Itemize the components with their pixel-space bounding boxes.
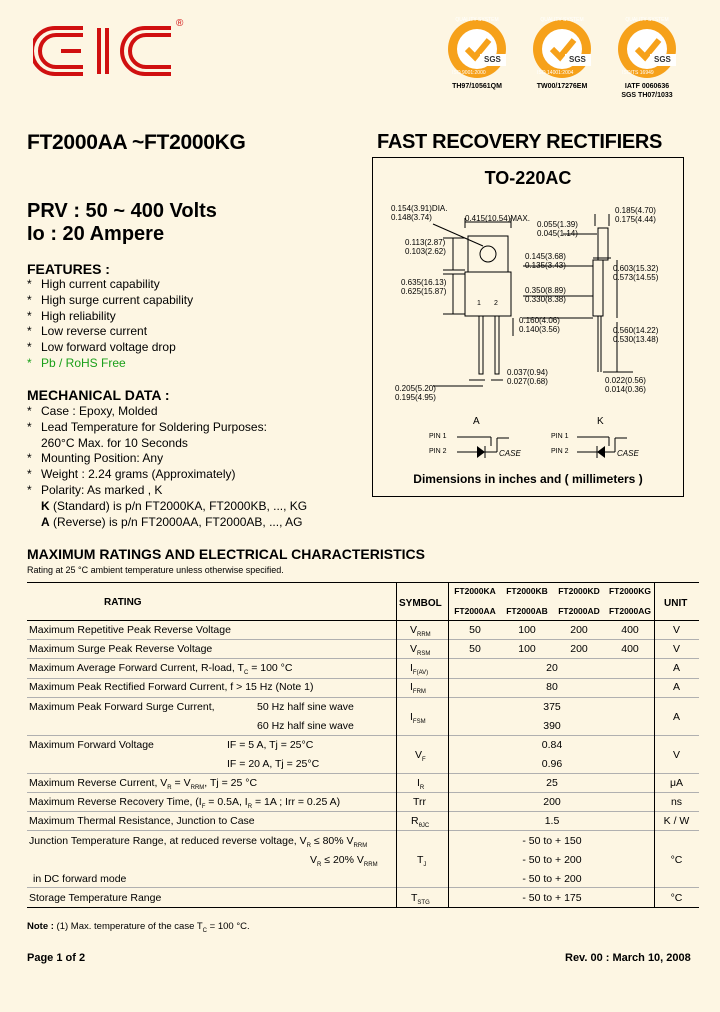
row-value: 25: [546, 777, 558, 789]
row-value: 390: [543, 720, 561, 732]
row-label: Maximum Forward Voltage: [29, 739, 154, 751]
header-unit: UNIT: [664, 598, 688, 609]
ratings-title: MAXIMUM RATINGS AND ELECTRICAL CHARACTERISTICS: [27, 546, 425, 562]
schematic-k-case: CASE: [617, 449, 639, 458]
schematic-k-pin1: PIN 1: [551, 433, 569, 440]
polarity-a: A (Reverse) is p/n FT2000AA, FT2000AB, ..., AG: [41, 514, 303, 529]
row-value: 50: [469, 643, 481, 655]
dim-lead-thick: 0.022(0.56) 0.014(0.36): [605, 376, 646, 394]
row-label: Junction Temperature Range, at reduced reverse voltage, $V_R \le 80\%$ $V_{RRM}$: [29, 835, 368, 850]
ratings-table: [27, 582, 699, 912]
list-item: 260°C Max. for 10 Seconds: [41, 435, 188, 450]
list-item: * Polarity: As marked , K: [27, 482, 163, 497]
dim-hole-pos: 0.113(2.87) 0.103(2.62): [405, 238, 446, 256]
dim-tab-len: 0.145(3.68) 0.135(3.43): [525, 252, 566, 270]
row-value: 0.96: [541, 758, 563, 770]
list-item: * Low reverse current: [27, 324, 148, 339]
features-heading: FEATURES :: [27, 261, 110, 277]
header-symbol: SYMBOL: [399, 598, 442, 609]
col-header: FT2000KB: [506, 586, 548, 596]
dim-body-h: 0.350(8.89) 0.330(8.38): [525, 286, 566, 304]
package-caption: Dimensions in inches and ( millimeters ): [413, 472, 643, 486]
row-symbol: $V_{RRM}$: [410, 624, 431, 639]
row-value: 1.5: [544, 815, 560, 827]
badge-arc-text: QUALITY SYSTEM: [540, 17, 584, 23]
package-drawing-box: [372, 157, 684, 497]
cert-seal-icon: [446, 18, 508, 80]
schematic-a-pin1: PIN 1: [429, 433, 447, 440]
row-unit: °C: [670, 892, 683, 904]
schematic-a-case: CASE: [499, 449, 521, 458]
cert-badge-2: [526, 18, 598, 91]
row-condition: 60 Hz half sine wave: [257, 720, 354, 732]
row-unit: V: [672, 624, 680, 636]
badge-sgs-text: SGS: [654, 55, 671, 64]
row-value: 20: [546, 662, 558, 674]
col-header: FT2000AA: [454, 606, 496, 616]
pin-1-label: 1: [477, 300, 481, 307]
schematic-k-label: K: [597, 416, 604, 427]
row-value: 100: [518, 624, 536, 636]
row-condition: 50 Hz half sine wave: [257, 701, 354, 713]
row-symbol: $I_{F(AV)}$: [410, 662, 429, 677]
row-label: Maximum Average Forward Current, R-load, $T_C = 100$ °C: [29, 662, 293, 677]
badge-code: IATF 0060636: [624, 83, 670, 90]
col-header: FT2000AB: [506, 606, 548, 616]
dim-lead-width: 0.037(0.94) 0.027(0.68): [507, 368, 548, 386]
eic-logo-graphic: [33, 20, 183, 82]
row-unit: μA: [669, 777, 684, 789]
row-value: - 50 to + 200: [522, 854, 582, 866]
row-value: 100: [518, 643, 536, 655]
list-item: * Mounting Position: Any: [27, 451, 164, 466]
row-unit: V: [672, 749, 680, 761]
row-value: 200: [570, 643, 588, 655]
dim-lead-pitch: 0.205(5.20) 0.195(4.95): [395, 384, 436, 402]
badge-iso-text: ISO/TS 16949: [622, 70, 654, 76]
col-header: FT2000KA: [454, 586, 496, 596]
features-list: [27, 277, 193, 372]
row-symbol: $T_J$: [417, 854, 427, 869]
list-item: * Weight : 2.24 grams (Approximately): [27, 467, 236, 482]
registered-mark: ®: [176, 18, 184, 29]
badge-iso-text: ISO 9001:2000: [452, 70, 486, 76]
row-value: 50: [469, 624, 481, 636]
col-header: FT2000KD: [558, 586, 600, 596]
row-unit: ns: [670, 796, 683, 808]
dim-lead-shoulder: 0.160(4.06) 0.140(3.56): [519, 316, 560, 334]
row-label: Maximum Repetitive Peak Reverse Voltage: [29, 624, 231, 636]
revision-date: Rev. 00 : March 10, 2008: [565, 952, 691, 964]
row-label: Maximum Surge Peak Reverse Voltage: [29, 643, 213, 655]
schematic-a-pin2: PIN 2: [429, 448, 447, 455]
row-condition: IF = 20 A, Tj = 25°C: [227, 758, 320, 770]
col-header: FT2000AG: [608, 606, 652, 616]
dim-width: 0.415(10.54)MAX.: [465, 214, 530, 223]
row-unit: V: [672, 643, 680, 655]
pin-2-label: 2: [494, 300, 498, 307]
row-value: 200: [543, 796, 561, 808]
row-value: 400: [621, 643, 639, 655]
row-unit: A: [672, 662, 680, 674]
row-unit: A: [672, 681, 680, 693]
list-item: * Low forward voltage drop: [27, 340, 176, 355]
row-label: Maximum Thermal Resistance, Junction to Case: [29, 815, 255, 827]
part-number-title: FT2000AA ~FT2000KG: [27, 131, 246, 154]
row-value: 80: [546, 681, 558, 693]
col-header: FT2000KG: [608, 586, 652, 596]
row-condition: IF = 5 A, Tj = 25°C: [227, 739, 314, 751]
row-unit: K / W: [663, 815, 690, 827]
list-item: * High reliability: [27, 308, 116, 323]
badge-iso-text: ISO 14001:2004: [537, 70, 574, 76]
row-symbol: $I_{FSM}$: [410, 711, 426, 726]
eic-logo: [33, 20, 183, 82]
row-symbol: $R_{\theta JC}$: [411, 815, 430, 830]
mechanical-list: [27, 404, 307, 530]
dim-tab-thick: 0.055(1.39) 0.045(1.14): [537, 220, 578, 238]
badge-code-2: SGS TH07/1033: [621, 92, 673, 99]
schematic-a-label: A: [473, 416, 480, 427]
ratings-subtitle: Rating at 25 °C ambient temperature unless otherwise specified.: [27, 565, 284, 575]
key-ratings: [27, 200, 217, 246]
cert-badge-1: [441, 18, 513, 91]
package-name: TO-220AC: [484, 168, 572, 188]
polarity-k: K (Standard) is p/n FT2000KA, FT2000KB, ..., KG: [41, 498, 308, 513]
badge-arc-text: QUALITY SYSTEM: [455, 17, 499, 23]
row-symbol: Trr: [413, 796, 427, 808]
dim-hole-dia: 0.154(3.91)DIA. 0.148(3.74): [391, 204, 448, 222]
header-rating: RATING: [104, 597, 142, 608]
row-symbol: $I_{FRM}$: [410, 681, 426, 696]
row-label: Maximum Reverse Recovery Time, ($I_F = 0.5A$, $I_R = 1A$ ; Irr = 0.25 A): [29, 796, 341, 811]
badge-arc-text: QUALITY SYSTEM: [625, 17, 669, 23]
row-unit: A: [672, 711, 680, 723]
row-label: Maximum Peak Rectified Forward Current, f > 15 Hz (Note 1): [29, 681, 314, 693]
list-item: * High current capability: [27, 277, 160, 291]
cert-badge-3: [611, 18, 683, 100]
row-value: 375: [543, 701, 561, 713]
table-note: Note : (1) Max. temperature of the case $T_C = 100$ °C.: [27, 921, 250, 934]
badge-sgs-text: SGS: [569, 55, 586, 64]
rohs-item: * Pb / RoHS Free: [27, 355, 126, 370]
device-type-title: FAST RECOVERY RECTIFIERS: [377, 131, 663, 153]
page-number: Page 1 of 2: [27, 952, 86, 964]
row-value: - 50 to + 175: [522, 892, 582, 904]
row-value: - 50 to + 200: [522, 873, 582, 885]
list-item: * Case : Epoxy, Molded: [27, 404, 158, 418]
dim-body-len: 0.635(16.13) 0.625(15.87): [401, 278, 447, 296]
row-symbol: $I_R$: [417, 777, 425, 792]
col-header: FT2000AD: [558, 606, 600, 616]
dim-total-len: 0.603(15.32) 0.573(14.55): [613, 264, 659, 282]
dim-lead-len: 0.560(14.22) 0.530(13.48): [613, 326, 659, 344]
cert-seal-icon: [531, 18, 593, 80]
row-label: Maximum Peak Forward Surge Current,: [29, 701, 215, 713]
row-condition: $V_R \le 20\%$ $V_{RRM}$: [310, 854, 378, 869]
list-item: * Lead Temperature for Soldering Purposes:: [27, 419, 267, 434]
row-label: Storage Temperature Range: [29, 892, 162, 904]
mechanical-heading: MECHANICAL DATA :: [27, 387, 170, 403]
row-symbol: $V_F$: [415, 749, 426, 764]
row-value: 400: [621, 624, 639, 636]
row-label: Maximum Reverse Current, $V_R = V_{RRM}$, Tj = 25 °C: [29, 777, 258, 792]
badge-code: TH97/10561QM: [452, 83, 502, 90]
row-unit: °C: [670, 854, 683, 866]
cert-seal-icon: [616, 18, 678, 80]
row-value: - 50 to + 150: [522, 835, 582, 847]
row-label: in DC forward mode: [33, 873, 127, 885]
row-value: 0.84: [541, 739, 563, 751]
schematic-k-pin2: PIN 2: [551, 448, 569, 455]
prv-rating: PRV : 50 ~ 400 Volts: [27, 200, 217, 222]
row-value: 200: [570, 624, 588, 636]
list-item: * High surge current capability: [27, 292, 194, 307]
row-symbol: $V_{RSM}$: [410, 643, 431, 658]
badge-code: TW00/17276EM: [536, 83, 588, 90]
io-rating: Io : 20 Ampere: [27, 223, 165, 245]
badge-sgs-text: SGS: [484, 55, 501, 64]
dim-body-thick: 0.185(4.70) 0.175(4.44): [615, 206, 656, 224]
row-symbol: $T_{STG}$: [411, 892, 430, 907]
